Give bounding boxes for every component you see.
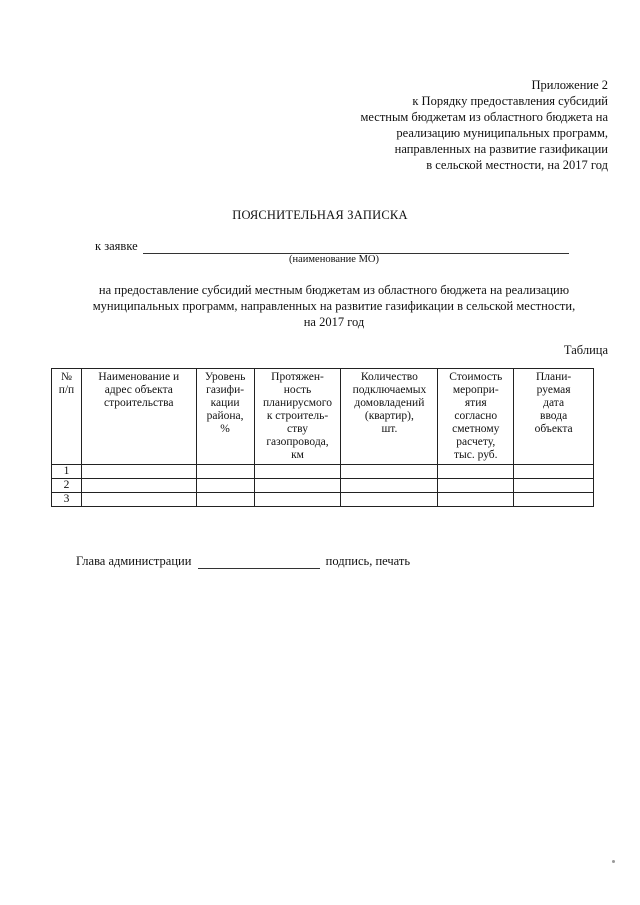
table-header-line: подключаемых: [352, 384, 427, 396]
table-cell: [196, 465, 254, 479]
table-header-line: ввода: [540, 410, 568, 422]
table-cell: [196, 479, 254, 493]
table-header-line: Уровень: [204, 371, 246, 383]
table-cell: [254, 493, 341, 507]
table-header-line: Количество: [360, 371, 418, 383]
table-header-cell: [196, 369, 254, 465]
signature-blank-line: [198, 556, 320, 569]
table-header-line: Стоимость: [449, 371, 503, 383]
signature-label: Глава администрации: [76, 554, 192, 568]
table-header-cell: [254, 369, 341, 465]
table-header-line: ность: [283, 384, 312, 396]
table-header-line: объекта: [534, 423, 573, 435]
table-cell: [438, 479, 514, 493]
request-blank-line: [143, 241, 569, 254]
table-body: [52, 465, 594, 507]
table-header-cell: [438, 369, 514, 465]
table-header-line: планирусмого: [263, 397, 332, 409]
table-cell: [254, 465, 341, 479]
table-header-cell: [514, 369, 594, 465]
table-cell: [514, 493, 594, 507]
table-header-line: газифи-: [206, 384, 245, 396]
table-header-line: шт.: [381, 423, 398, 435]
table-cell: [196, 493, 254, 507]
table-cell: [81, 465, 196, 479]
table-cell: [514, 465, 594, 479]
request-hint: (наименование МО): [289, 254, 379, 265]
table-row: [52, 479, 594, 493]
table-cell: [438, 493, 514, 507]
request-row: [95, 239, 569, 254]
table-cell: 1: [52, 465, 82, 479]
table-header-line: км: [291, 449, 304, 461]
corner-dot: [612, 860, 615, 863]
table-header-row: [52, 369, 594, 465]
table-header-line: тыс. руб.: [454, 449, 498, 461]
table-header-line: ству: [287, 423, 308, 435]
signature-suffix: подпись, печать: [325, 554, 411, 568]
table-cell: [514, 479, 594, 493]
table-header-line: кации: [210, 397, 240, 409]
document-title: ПОЯСНИТЕЛЬНАЯ ЗАПИСКА: [232, 208, 408, 222]
table-header-line: дата: [543, 397, 565, 409]
appendix-line: местным бюджетам из областного бюджета на: [360, 110, 608, 124]
appendix-line: Приложение 2: [531, 78, 608, 92]
appendix-line: реализацию муниципальных программ,: [396, 126, 608, 140]
table-row: [52, 493, 594, 507]
table-header-line: домовладений: [354, 397, 425, 409]
table-cell: [254, 479, 341, 493]
table-header-line: п/п: [58, 384, 75, 396]
table-header-line: Наименование и: [98, 371, 180, 383]
table-header-cell: [52, 369, 82, 465]
table-cell: [438, 465, 514, 479]
purpose-line: на предоставление субсидий местным бюджетам из областного бюджета на реализацию: [98, 283, 570, 297]
table-header-line: расчету,: [456, 436, 496, 448]
table-cell: 2: [52, 479, 82, 493]
appendix-block: [361, 77, 609, 173]
table-header-line: сметному: [452, 423, 500, 435]
table-header-cell: [341, 369, 438, 465]
table-row: [52, 465, 594, 479]
table-header-line: меропри-: [452, 384, 499, 396]
table-header-line: газопровода,: [266, 436, 329, 448]
purpose-line: на 2017 год: [303, 315, 365, 329]
table-cell: 3: [52, 493, 82, 507]
table-header-line: согласно: [454, 410, 498, 422]
table-header-line: Протяжен-: [271, 371, 324, 383]
table-header-line: Плани-: [535, 371, 572, 383]
table-header-line: адрес объекта: [104, 384, 173, 396]
appendix-line: к Порядку предоставления субсидий: [412, 94, 608, 108]
table-header-line: №: [60, 371, 72, 383]
table-header-line: района,: [206, 410, 244, 422]
table-caption: Таблица: [563, 343, 608, 357]
table-header-line: ятия: [464, 397, 487, 409]
purpose-line: муниципальных программ, направленных на развитие газификации в сельской местности,: [92, 299, 576, 313]
request-label: к заявке: [95, 239, 138, 253]
data-table: [51, 368, 594, 507]
signature-row: [76, 554, 410, 569]
table-cell: [341, 465, 438, 479]
table-cell: [341, 493, 438, 507]
table-header-cell: [81, 369, 196, 465]
table-header-line: к строитель-: [266, 410, 329, 422]
table-header-line: (квартир),: [364, 410, 414, 422]
table-header-line: строительства: [103, 397, 174, 409]
appendix-line: в сельской местности, на 2017 год: [426, 158, 608, 172]
purpose-text: [60, 282, 608, 330]
table-header-line: руемая: [536, 384, 571, 396]
table-cell: [81, 493, 196, 507]
table-cell: [341, 479, 438, 493]
appendix-line: направленных на развитие газификации: [394, 142, 608, 156]
table-header-line: %: [220, 423, 230, 435]
table-cell: [81, 479, 196, 493]
